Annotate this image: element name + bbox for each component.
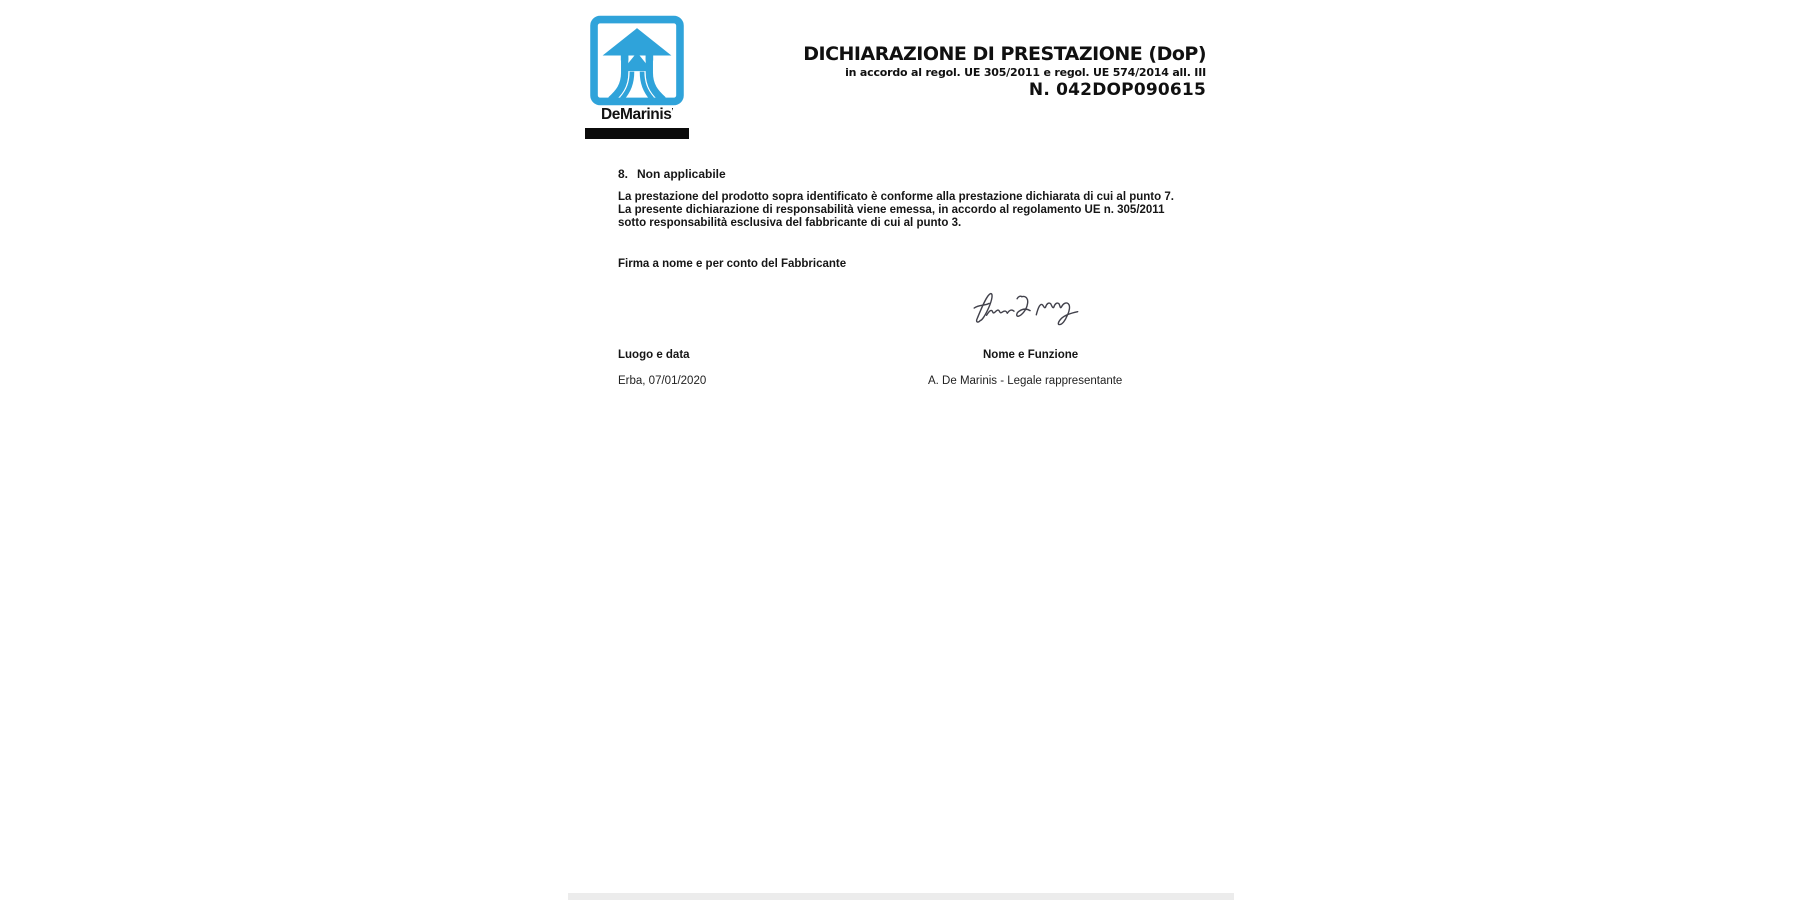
document-number: N. 042DOP090615 (1028, 80, 1206, 100)
document-subtitle: in accordo al regol. UE 305/2011 e regol. UE 574/2014 all. III (845, 66, 1206, 79)
document-header (700, 44, 1206, 100)
signature-caption: Firma a nome e per conto del Fabbricante (618, 258, 847, 270)
place-date-label: Luogo e data (618, 349, 690, 361)
item-8-number: 8. (618, 167, 629, 181)
logo-registered-mark: ’ (671, 107, 674, 115)
document-title: DICHIARAZIONE DI PRESTAZIONE (DoP) (803, 43, 1206, 65)
name-function-label: Nome e Funzione (983, 349, 1079, 361)
demarinis-logo-icon (589, 15, 685, 106)
item-8-row (618, 167, 726, 181)
logo-black-bar (585, 128, 689, 139)
place-date-value: Erba, 07/01/2020 (618, 375, 707, 387)
logo-brand-name: DeMarinis (600, 106, 672, 123)
handwritten-signature (970, 286, 1086, 328)
paragraph-line-3: sotto responsabilità esclusiva del fabbricante di cui al punto 3. (618, 217, 962, 230)
paragraph-line-2: La presente dichiarazione di responsabilità viene emessa, in accordo al regolamento UE n. 305/2011 (618, 204, 1165, 217)
name-function-value: A. De Marinis - Legale rappresentante (928, 375, 1123, 387)
page-bottom-edge (568, 893, 1234, 900)
conformity-paragraph (618, 191, 1174, 231)
logo-brand-text (585, 106, 689, 124)
paragraph-line-1: La prestazione del prodotto sopra identificato è conforme alla prestazione dichiarata di cui al punto 7. (618, 191, 1174, 203)
item-8-text: Non applicabile (637, 167, 726, 181)
